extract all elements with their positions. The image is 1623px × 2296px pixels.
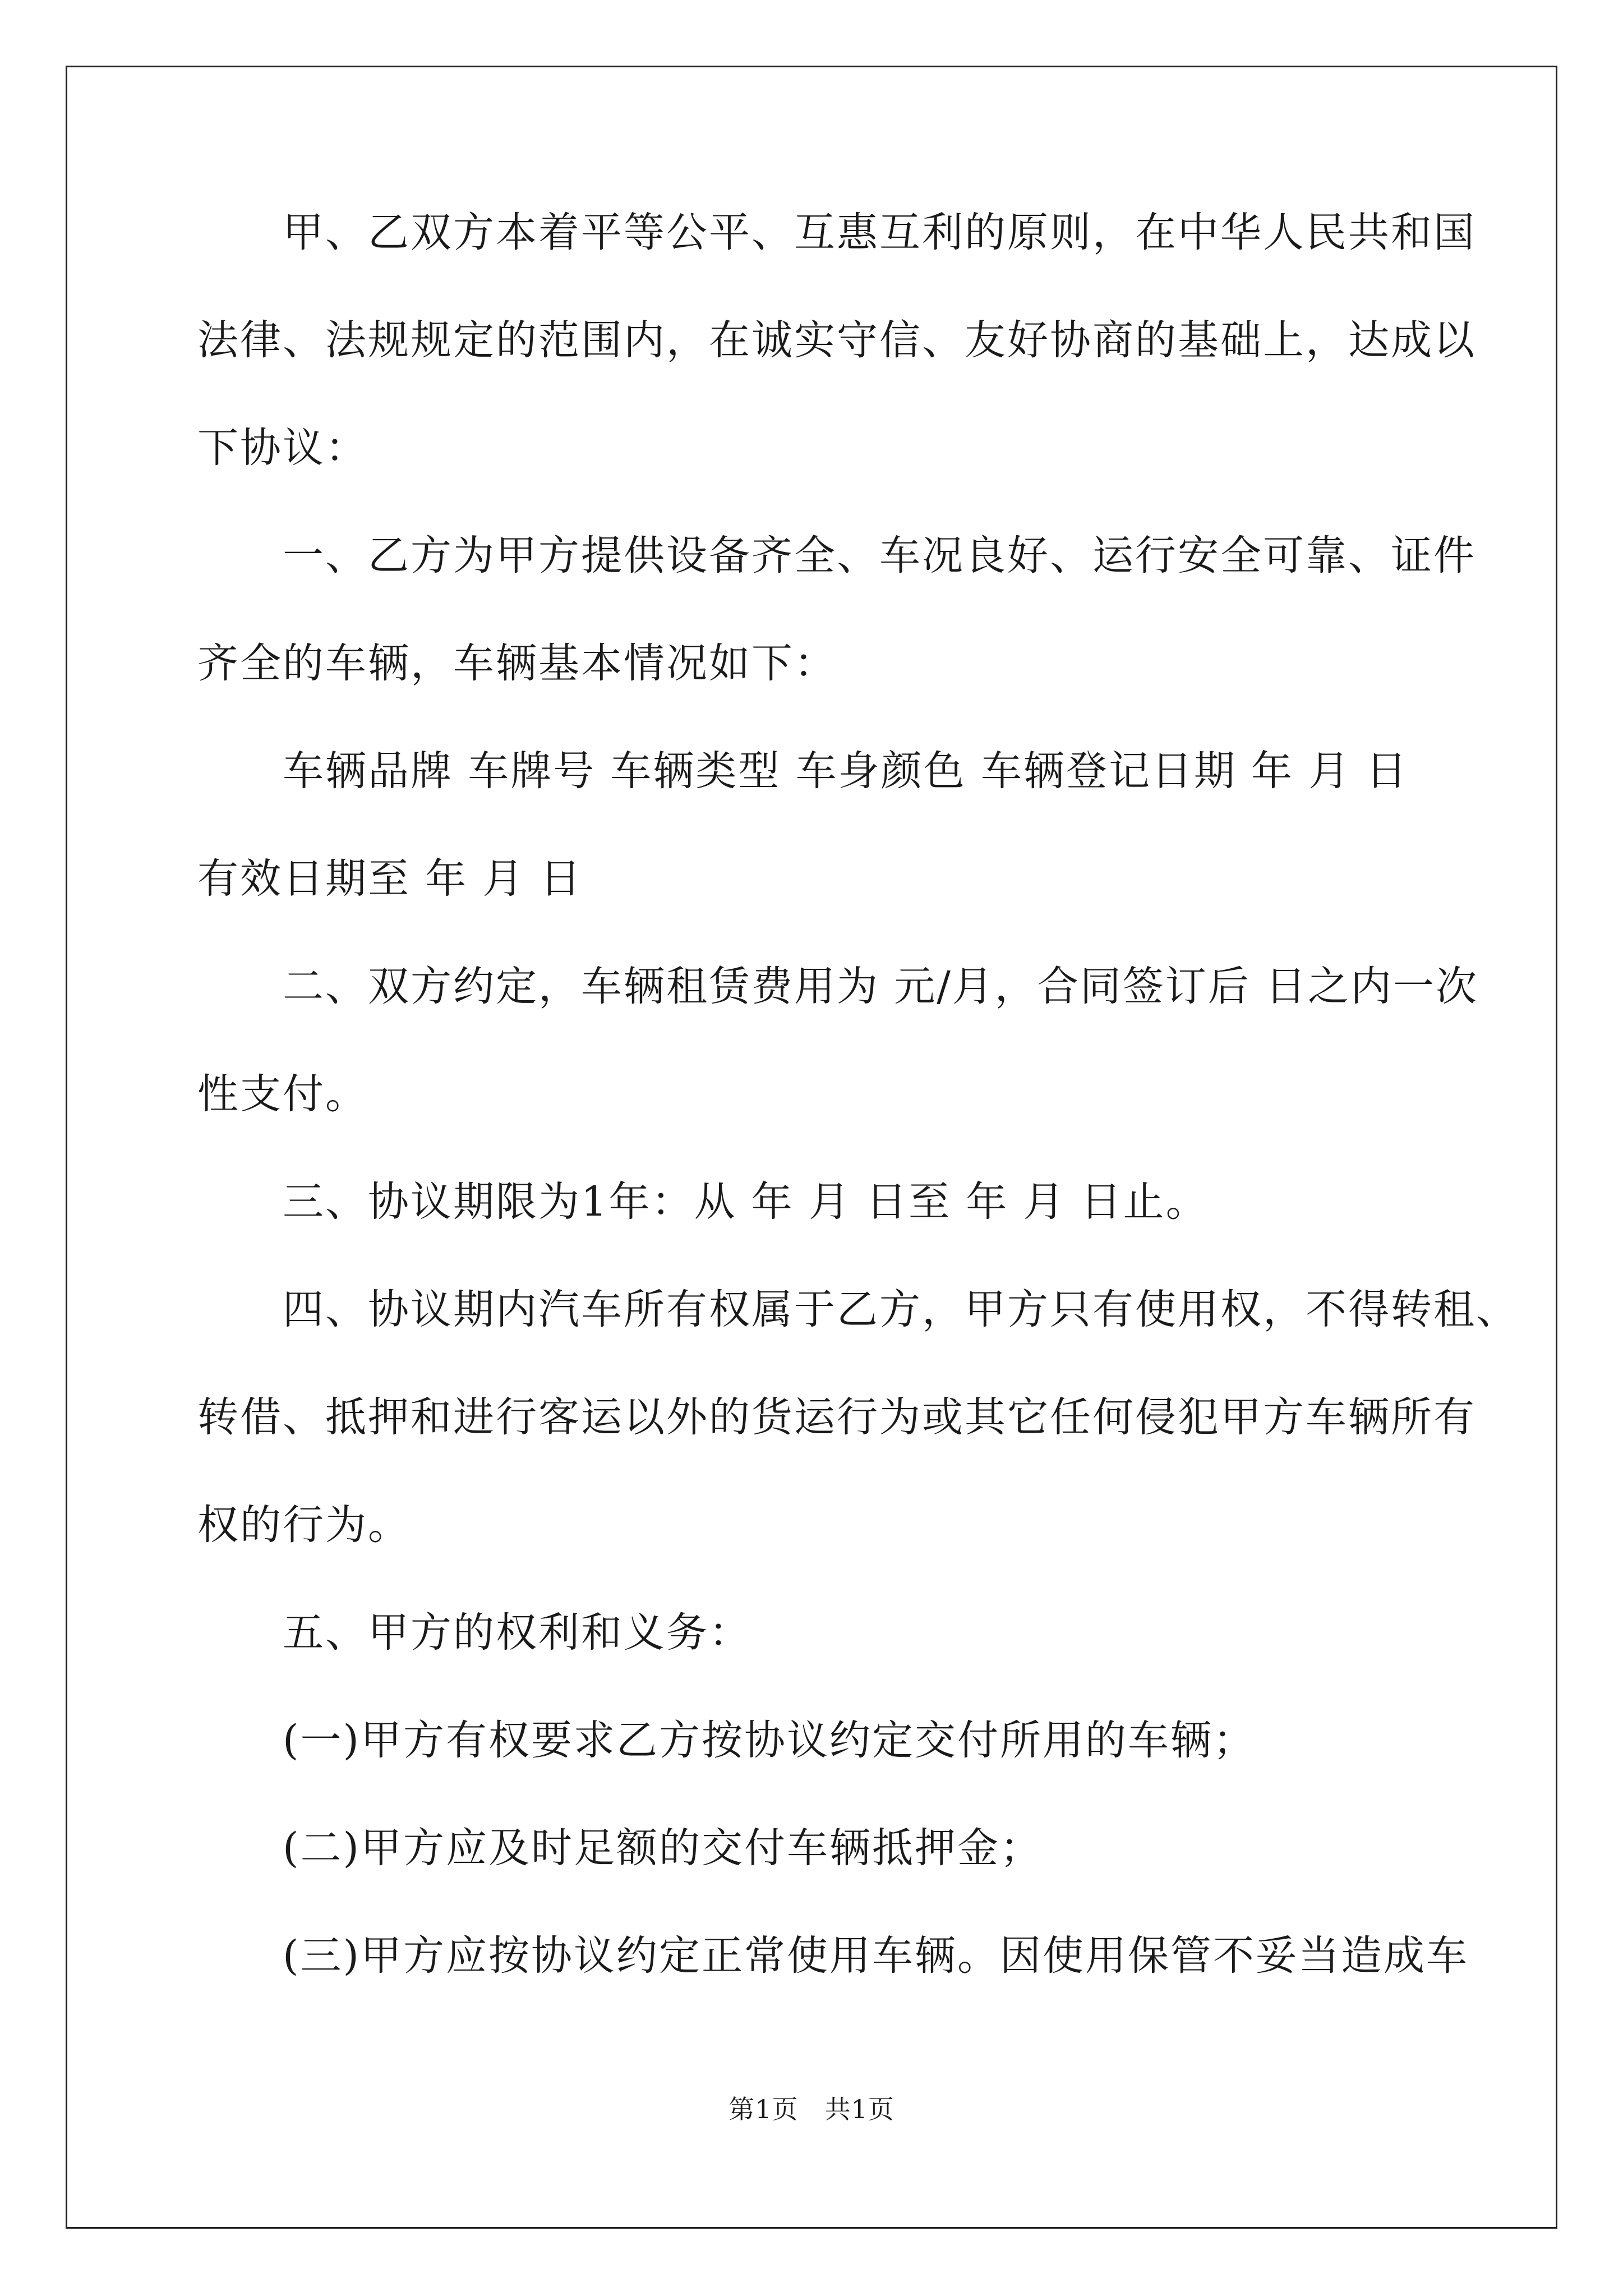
- text-line: 甲、乙双方本着平等公平、互惠互利的原则，在中华人民共和国: [197, 209, 1476, 256]
- text-line: 二、双方约定，车辆租赁费用为 元/月，合同签订后 日之内一次: [197, 963, 1479, 1010]
- text-line: 性支付。: [197, 1070, 368, 1118]
- page-footer: 第1页 共1页: [728, 2094, 895, 2124]
- text-line: (二)甲方应及时足额的交付车辆抵押金；: [197, 1824, 1043, 1872]
- text-line: 权的行为。: [197, 1501, 411, 1549]
- page-border: [66, 66, 1557, 2229]
- text-line: (三)甲方应按协议约定正常使用车辆。因使用保管不妥当造成车: [197, 1932, 1469, 1980]
- text-line: (一)甲方有权要求乙方按协议约定交付所用的车辆；: [197, 1717, 1256, 1764]
- text-line: 下协议：: [197, 424, 368, 472]
- text-line: 车辆品牌 车牌号 车辆类型 车身颜色 车辆登记日期 年 月 日: [197, 747, 1409, 795]
- text-line: 转借、抵押和进行客运以外的货运行为或其它任何侵犯甲方车辆所有: [197, 1393, 1476, 1441]
- text-line: 三、协议期限为1年：从 年 月 日至 年 月 日止。: [197, 1178, 1209, 1226]
- text-line: 五、甲方的权利和义务：: [197, 1609, 751, 1657]
- text-line: 有效日期至 年 月 日: [197, 855, 583, 903]
- text-line: 一、乙方为甲方提供设备齐全、车况良好、运行安全可靠、证件: [197, 532, 1476, 579]
- text-line: 法律、法规规定的范围内，在诚实守信、友好协商的基础上，达成以: [197, 316, 1476, 364]
- text-line: 四、协议期内汽车所有权属于乙方，甲方只有使用权，不得转租、: [197, 1286, 1519, 1333]
- text-line: 齐全的车辆，车辆基本情况如下：: [197, 639, 837, 687]
